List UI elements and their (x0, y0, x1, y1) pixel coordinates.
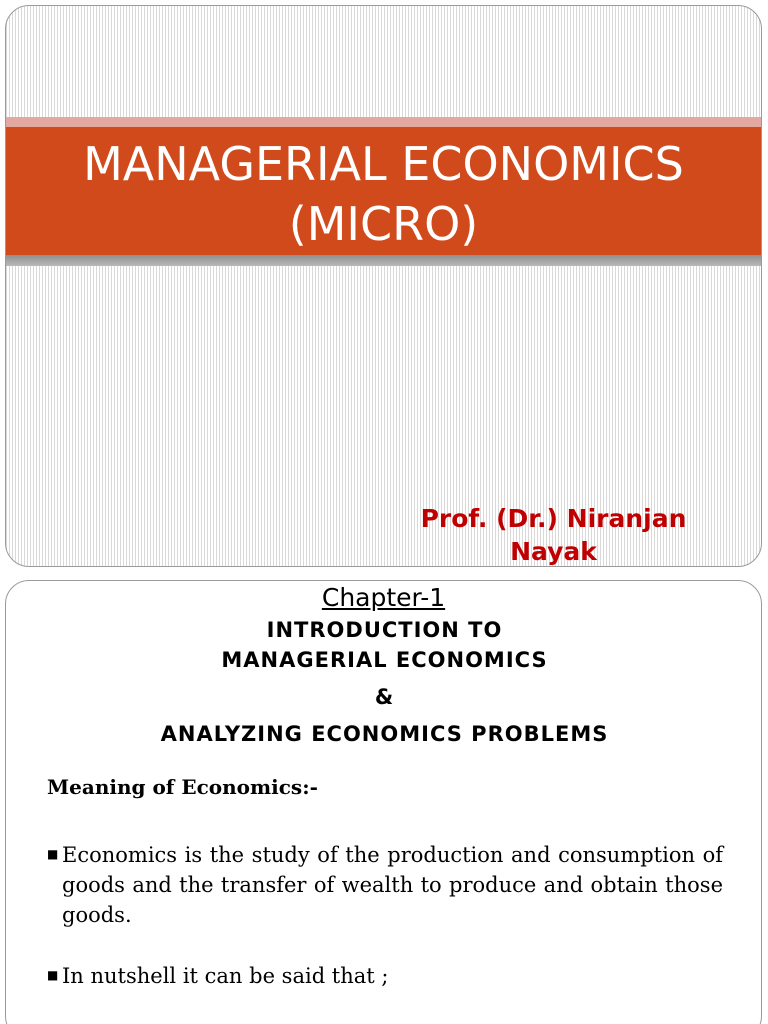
bullet-square-icon: ■ (47, 847, 59, 861)
bullet-text: Economics is the study of the production and consumption of goods and the transfer of wealth to produce and obtain those goods. (62, 843, 723, 927)
content-slide (5, 580, 762, 1024)
heading-line-3: ANALYZING ECONOMICS PROBLEMS (160, 722, 609, 746)
heading-line-2: MANAGERIAL ECONOMICS (221, 648, 548, 672)
bullet-square-icon: ■ (47, 968, 59, 982)
heading-line-1: INTRODUCTION TO (266, 618, 503, 642)
title-slide (5, 5, 762, 567)
bullet-text: In nutshell it can be said that ; (62, 964, 389, 988)
shadow-strip (6, 255, 761, 266)
section-title: Meaning of Economics:- (47, 775, 318, 799)
author-name: Prof. (Dr.) Niranjan Nayak (420, 504, 687, 566)
chapter-label: Chapter-1 (321, 583, 446, 612)
accent-strip (6, 117, 761, 127)
list-item (47, 961, 723, 991)
chapter-heading (6, 615, 762, 749)
heading-ampersand: & (374, 685, 395, 709)
list-item (47, 840, 723, 930)
slide-title: MANAGERIAL ECONOMICS (MICRO) (83, 137, 684, 251)
